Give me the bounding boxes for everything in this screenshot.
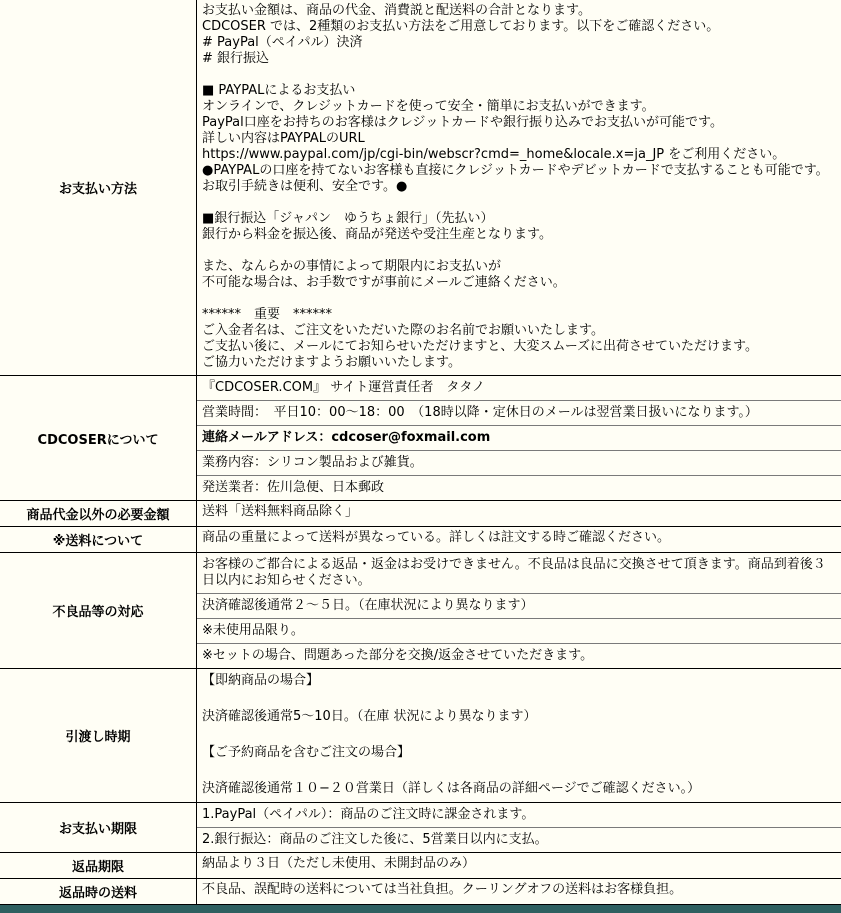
- payment-line: お取引手続きは便利、安全です。●: [202, 179, 408, 194]
- blank-line: [202, 67, 836, 83]
- payment-line: # PayPal（ペイパル）決済: [202, 35, 363, 50]
- about-cdcoser-content: [197, 376, 841, 500]
- business-hours-text: 営業時間： 平日10：00〜18：00 （18時以降・定休日のメールは翌営業日扱いになります。）: [197, 401, 841, 426]
- payment-line: ■ PAYPALによるお支払い: [202, 83, 356, 98]
- in-stock-delivery-text: 決済確認後通常5〜10日。（在庫 状況により異なります）: [202, 709, 537, 724]
- return-deadline-text: 納品より３日（ただし未使用、未開封品のみ）: [202, 856, 476, 871]
- row-header-return-shipping: 返品時の送料: [0, 879, 197, 904]
- shipping-carriers-text: 発送業者：佐川急便、日本郵政: [202, 480, 385, 495]
- blank-line: [202, 195, 836, 211]
- table-row-return-shipping: [0, 878, 841, 904]
- unused-only-note: ※未使用品限り。: [197, 619, 841, 644]
- row-header-payment-method: お支払い方法: [0, 0, 197, 375]
- bank-transfer-deadline-text: 2.銀行振込：商品のご注文した後に、5営業日以内に支払。: [202, 832, 548, 847]
- blank-line: [202, 690, 836, 708]
- defective-policy-text: お客様のご都合による返品・返金はお受けできません。不良品は良品に交換させて頂きます。商品到着後３日以内にお知らせください。: [197, 553, 841, 594]
- payment-line: ご支払い後に、メールにてお知らせいただけますと、大変スムーズに出荷させていただけます。: [202, 339, 759, 354]
- table-row-payment-deadline: [0, 802, 841, 852]
- blank-line: [202, 291, 836, 307]
- return-shipping-text: 不良品、誤配時の送料については当社負担。クーリングオフの送料はお客様負担。: [202, 882, 683, 897]
- business-description-text: 業務内容：シリコン製品および雑貨。: [197, 451, 841, 476]
- payment-line: ■銀行振込「ジャパン ゆうちょ銀行」（先払い）: [202, 211, 494, 226]
- footer-divider-bar: [0, 905, 841, 913]
- payment-line: お支払い金額は、商品の代金、消費説と配送料の合計となります。: [202, 3, 591, 18]
- row-header-delivery-time: 引渡し時期: [0, 669, 197, 802]
- table-row-defective-handling: [0, 552, 841, 668]
- return-shipping-content: [197, 879, 841, 904]
- in-stock-case-heading: 【即納商品の場合】: [202, 673, 320, 688]
- table-row-shipping-note: [0, 526, 841, 552]
- contact-email-text: 連絡メールアドレス：cdcoser@foxmail.com: [197, 426, 841, 451]
- delivery-time-content: [197, 669, 841, 802]
- paypal-deadline-text: 1.PayPal（ペイパル）：商品のご注文時に課金されます。: [197, 803, 841, 828]
- table-row-extra-fee: [0, 500, 841, 526]
- preorder-case-heading: 【ご予約商品を含むご注文の場合】: [202, 745, 411, 760]
- shipping-note-content: [197, 527, 841, 552]
- blank-line: [202, 243, 836, 259]
- row-header-payment-deadline: お支払い期限: [0, 803, 197, 852]
- blank-line: [202, 726, 836, 744]
- row-header-shipping-note: ※送料について: [0, 527, 197, 552]
- payment-deadline-content: [197, 803, 841, 852]
- payment-line: CDCOSER では、2種類のお支払い方法をご用意しております。以下をご確認ください。: [202, 19, 720, 34]
- payment-line: # 銀行振込: [202, 51, 270, 66]
- important-note-heading: ****** 重要 ******: [202, 307, 333, 322]
- payment-line: ●PAYPALの口座を持てないお客様も直接にクレジットカードやデビットカードで支払することも可能です。: [202, 163, 829, 178]
- site-operator-text: 『CDCOSER.COM』 サイト運営責任者 タタノ: [197, 376, 841, 401]
- preorder-delivery-text: 決済確認後通常１０−２０営業日（詳しくは各商品の詳細ページでご確認ください。）: [202, 781, 701, 796]
- payment-line: 詳しい内容はPAYPALのURL: [202, 131, 365, 146]
- blank-line: [202, 762, 836, 780]
- paypal-url-text: https://www.paypal.com/jp/cgi-bin/webscr?cmd=_home&locale.x=ja_JP をご利用ください。: [202, 147, 786, 162]
- payment-line: PayPal口座をお持ちのお客様はクレジットカードや銀行振り込みでお支払いが可能です。: [202, 115, 723, 130]
- extra-fee-text: 送料「送料無料商品除く」: [202, 504, 359, 519]
- defective-handling-content: [197, 553, 841, 668]
- table-row-return-deadline: [0, 852, 841, 878]
- row-header-about-cdcoser: CDCOSERについて: [0, 376, 197, 500]
- table-row-about-cdcoser: [0, 375, 841, 500]
- set-exchange-note: ※セットの場合、問題あった部分を交換/返金させていただきます。: [202, 648, 594, 663]
- payment-line: ご入金者名は、ご注文をいただいた際のお名前でお願いいたします。: [202, 323, 604, 338]
- table-row-payment-method: [0, 0, 841, 375]
- payment-line: また、なんらかの事情によって期限内にお支払いが: [202, 259, 502, 274]
- defective-exchange-time-text: 決済確認後通常２〜５日。（在庫状況により異なります）: [197, 594, 841, 619]
- payment-method-content: [197, 0, 841, 375]
- return-deadline-content: [197, 853, 841, 878]
- payment-line: 銀行から料金を振込後、商品が発送や受注生産となります。: [202, 227, 552, 242]
- extra-fee-content: [197, 501, 841, 526]
- row-header-defective-handling: 不良品等の対応: [0, 553, 197, 668]
- row-header-return-deadline: 返品期限: [0, 853, 197, 878]
- payment-line: オンラインで、クレジットカードを使って安全・簡単にお支払いができます。: [202, 99, 655, 114]
- payment-line: 不可能な場合は、お手数ですが事前にメールご連絡ください。: [202, 275, 566, 290]
- shipping-note-text: 商品の重量によって送料が異なっている。詳しくは註文する時ご確認ください。: [202, 530, 671, 545]
- table-row-delivery-time: [0, 668, 841, 802]
- payment-line: ご協力いただけますようお願いいたします。: [202, 355, 461, 370]
- row-header-extra-fee: 商品代金以外の必要金額: [0, 501, 197, 526]
